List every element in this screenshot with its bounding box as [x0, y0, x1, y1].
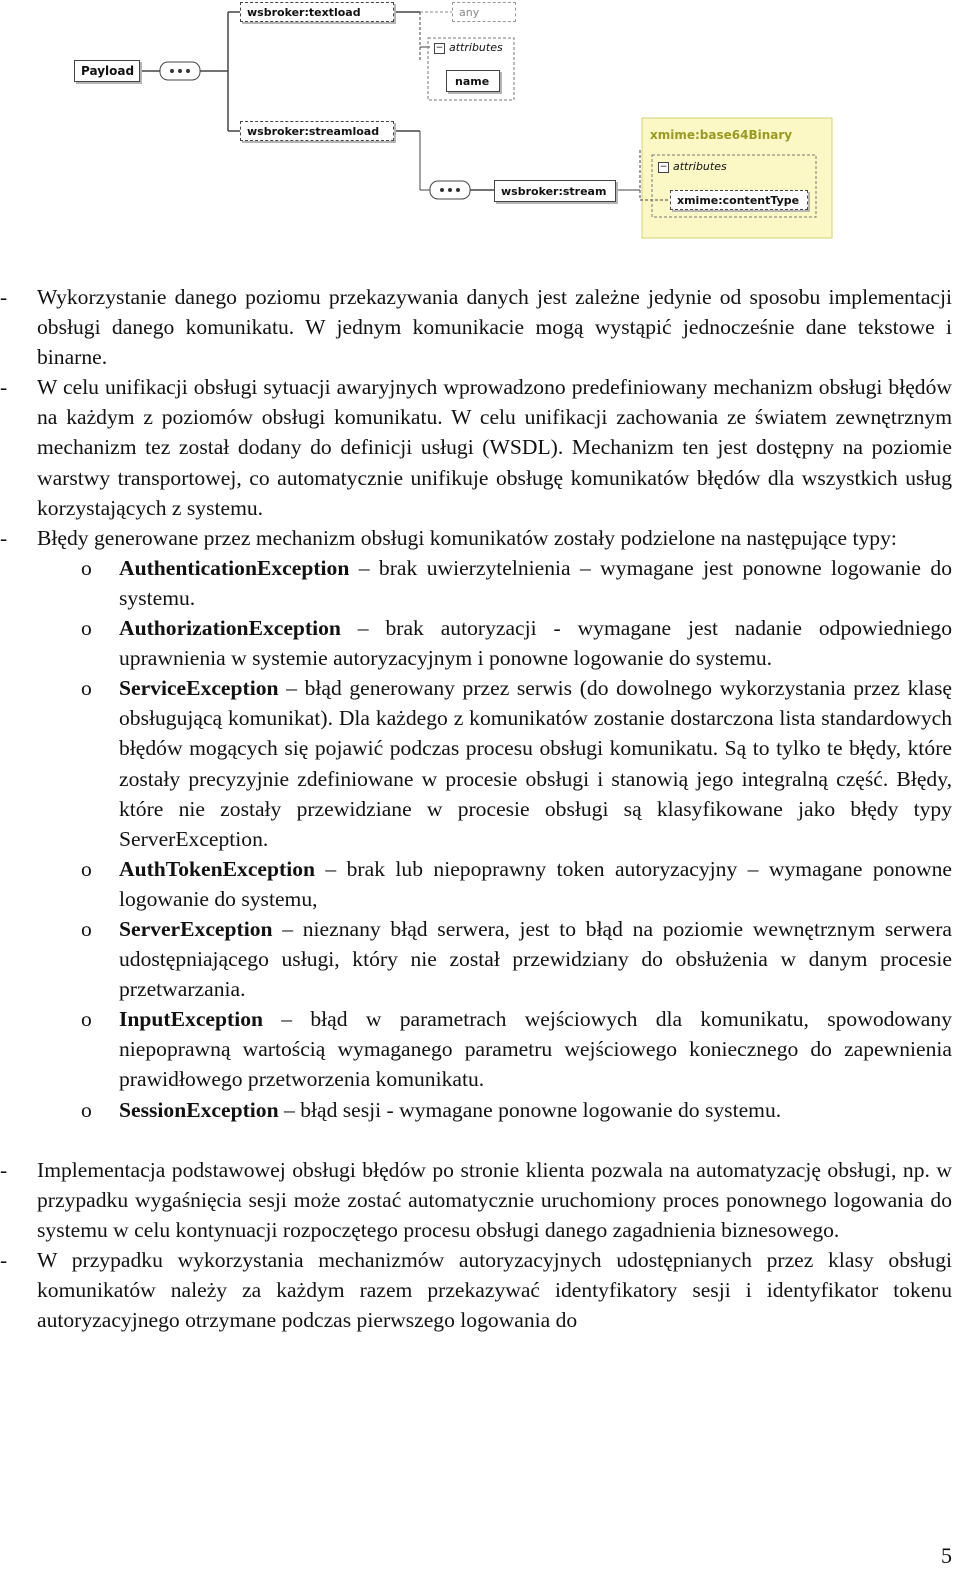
document-body [0, 282, 952, 1335]
exception-name: SessionException [119, 1097, 279, 1122]
exception-description: – błąd sesji - wymagane ponowne logowanie do systemu. [278, 1097, 782, 1122]
element-textload: wsbroker:textload [240, 2, 394, 22]
attributes-group-header: − attributes [435, 41, 503, 54]
list-marker: - [0, 285, 8, 309]
attribute-contenttype: xmime:contentType [670, 190, 808, 210]
exception-item [0, 914, 952, 1004]
exception-item [0, 553, 952, 613]
collapse-icon: − [659, 161, 668, 172]
paragraph [0, 523, 952, 553]
list-marker: - [0, 525, 8, 550]
exception-item [0, 613, 952, 673]
exception-item [0, 673, 952, 854]
bullet: o [81, 1097, 92, 1122]
paragraph-text: W celu unifikacji obsługi sytuacji awaryjnych wprowadzono predefiniowany mechanizm obsługi błędów na każdym z poziomów obsługi komunikatu. W celu unifikacji zachowania ze światem zewnętrznym mechanizm tez został dodany do definicji usługi (WSDL). Mechanizm ten jest dostępny na poziomie warstwy transportowej, co automatycznie unifikuje obsługę komunikatów błędów dla wszystkich usług korzystających z systemu. [37, 375, 952, 520]
list-marker: - [0, 375, 8, 400]
paragraph [0, 1155, 952, 1245]
spacer [0, 1125, 952, 1155]
paragraph [0, 282, 952, 372]
paragraph [0, 1245, 952, 1335]
type-base64binary: xmime:base64Binary [650, 128, 793, 142]
exception-item [0, 854, 952, 914]
exception-description: – brak autoryzacji - wymagane jest nadanie odpowiedniego uprawnienia w systemie autoryzacyjnym i ponowne logowanie do systemu. [119, 616, 952, 671]
page-number: 5 [941, 1543, 952, 1568]
exception-name: AuthenticationException [119, 555, 350, 580]
element-payload: Payload [74, 60, 140, 82]
exception-item [0, 1095, 952, 1125]
list-marker: - [0, 1247, 8, 1272]
bullet: o [81, 616, 92, 641]
paragraph [0, 372, 952, 522]
paragraph-text: W przypadku wykorzystania mechanizmów autoryzacyjnych udostępnianych przez klasy obsługi komunikatów należy za każdym razem przekazywać identyfikatory sesji i identyfikator tokenu autoryzacyjnego otrzymane podczas pierwszego logowania do [37, 1247, 952, 1333]
exception-name: AuthorizationException [119, 616, 341, 641]
bullet: o [81, 555, 92, 580]
bullet: o [81, 856, 92, 881]
paragraph-text: Wykorzystanie danego poziomu przekazywania danych jest zależne jedynie od sposobu implementacji obsługi danego komunikatu. W jednym komunikacie mogą wystąpić jednocześnie dane tekstowe i binarne. [37, 285, 952, 370]
element-streamload: wsbroker:streamload [240, 121, 394, 141]
collapse-icon: − [435, 42, 444, 53]
exception-description: – błąd w parametrach wejściowych dla komunikatu, spowodowany niepoprawną wartością wymaganego parametru wejściowego koniecznego do zapewnienia prawidłowego przetworzenia komunikatu. [119, 1007, 952, 1092]
exception-name: InputException [119, 1007, 263, 1032]
diagram-connectors [0, 0, 960, 250]
exception-name: ServiceException [119, 676, 279, 701]
bullet: o [81, 676, 92, 701]
element-any: any [452, 2, 516, 22]
exception-name: AuthTokenException [119, 856, 315, 881]
exception-description: – brak lub niepoprawny token autoryzacyjny – wymagane ponowne logowanie do systemu, [119, 856, 952, 911]
xml-schema-diagram [0, 0, 960, 250]
exception-description: – nieznany błąd serwera, jest to błąd na poziomie wewnętrznym serwera udostępniającego usługi, który nie został przewidziany do obsłużenia w danym procesie przetwarzania. [119, 916, 952, 1002]
bullet: o [81, 916, 92, 941]
exception-description: – brak uwierzytelnienia – wymagane jest ponowne logowanie do systemu. [119, 555, 952, 610]
exception-item [0, 1004, 952, 1094]
attributes-group-header-2: − attributes [659, 160, 727, 173]
bullet: o [81, 1007, 92, 1032]
paragraph-text: Implementacja podstawowej obsługi błędów po stronie klienta pozwala na automatyzację obsługi, np. w przypadku wygaśnięcia sesji może zostać automatycznie uruchomiony proces ponownego logowania do systemu w celu kontynuacji rozpoczętego procesu obsługi danego zagadnienia biznesowego. [37, 1157, 952, 1242]
element-stream: wsbroker:stream [494, 180, 616, 202]
exception-description: – błąd generowany przez serwis (do dowolnego wykorzystania przez klasę obsługującą komunikat). Dla każdego z komunikatów zostanie dostarczona lista standardowych błędów mogących się pojawić podczas procesu obsługi komunikatu. Są to tylko te błędy, które zostały precyzyjnie zdefiniowane w procesie obsługi i stanowią jego integralną część. Błędy, które nie zostały przewidziane w procesie obsługi są klasyfikowane jako błędy typy ServerException. [119, 676, 952, 851]
attribute-name: name [446, 70, 500, 92]
exception-name: ServerException [119, 916, 273, 941]
list-marker: - [0, 1157, 8, 1182]
paragraph-text: Błędy generowane przez mechanizm obsługi komunikatów zostały podzielone na następujące typy: [37, 525, 897, 550]
